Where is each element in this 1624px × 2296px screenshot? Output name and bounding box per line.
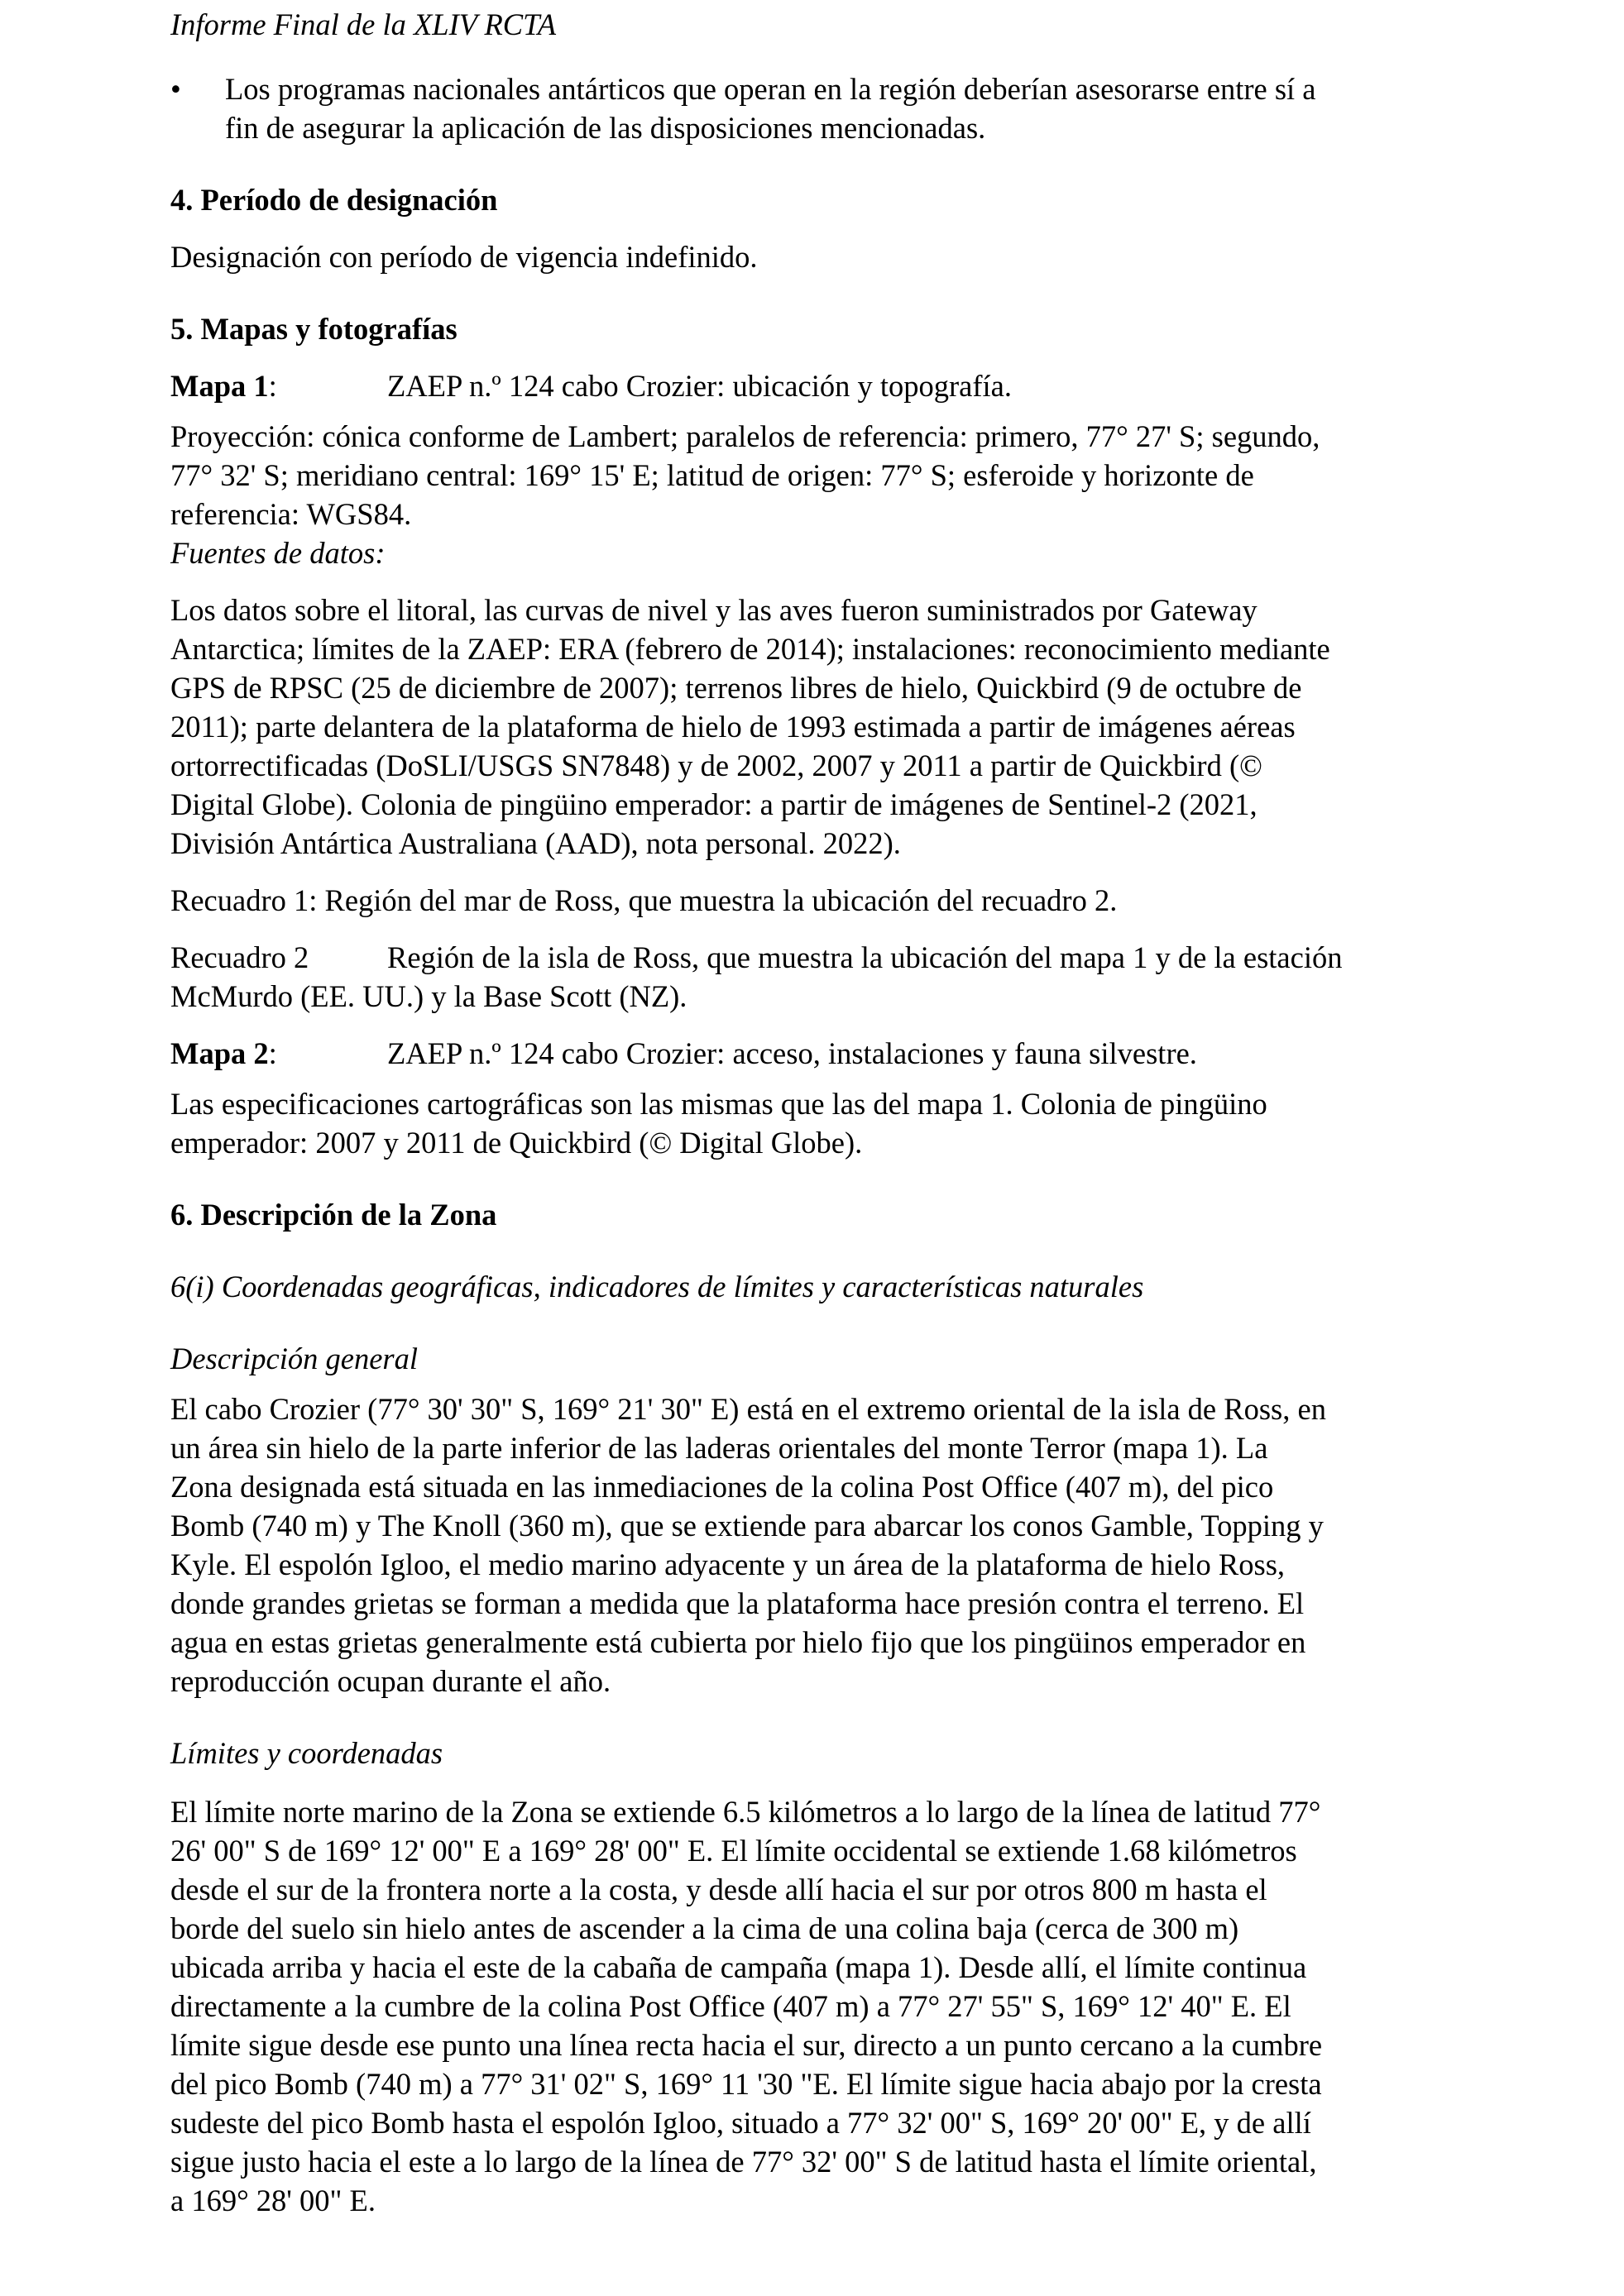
section-6-heading: 6. Descripción de la Zona: [170, 1198, 497, 1232]
text-line: emperador: 2007 y 2011 de Quickbird (© Digital Globe).: [170, 1126, 863, 1160]
inset-2-text: Región de la isla de Ross, que muestra la ubicación del mapa 1 y de la estación: [387, 940, 1343, 974]
text-line: Las especificaciones cartográficas son las mismas que las del mapa 1. Colonia de pingüino: [170, 1087, 1267, 1121]
text-line: un área sin hielo de la parte inferior de las laderas orientales del monte Terror (mapa 1). La: [170, 1431, 1268, 1465]
projection-paragraph: [170, 417, 1454, 533]
text-line: sigue justo hacia el este a lo largo de la línea de 77° 32' 00" S de latitud hasta el límite oriental,: [170, 2145, 1317, 2179]
text-line: 2011); parte delantera de la plataforma de hielo de 1993 estimada a partir de imágenes aéreas: [170, 710, 1296, 744]
general-description-heading: Descripción general: [170, 1342, 419, 1375]
limits-heading: Límites y coordenadas: [170, 1736, 443, 1770]
text-line: El cabo Crozier (77° 30' 30" S, 169° 21' 30" E) está en el extremo oriental de la isla de Ross, en: [170, 1392, 1326, 1426]
text-line: Bomb (740 m) y The Knoll (360 m), que se extiende para abarcar los conos Gamble, Topping y: [170, 1509, 1324, 1543]
limits-paragraph: [170, 1792, 1454, 2220]
map-1-title: ZAEP n.º 124 cabo Crozier: ubicación y topografía.: [387, 369, 1012, 403]
inset-2-caption: [170, 938, 1454, 1016]
text-line: División Antártica Australiana (AAD), nota personal. 2022).: [170, 826, 901, 860]
text-line: directamente a la cumbre de la colina Post Office (407 m) a 77° 27' 55" S, 169° 12' 40" E. El: [170, 1989, 1291, 2023]
text-line: Proyección: cónica conforme de Lambert; paralelos de referencia: primero, 77° 27' S; segundo,: [170, 419, 1320, 453]
map-2-colon: :: [268, 1036, 277, 1070]
inset-2-text-cont: McMurdo (EE. UU.) y la Base Scott (NZ).: [170, 979, 687, 1013]
text-line: GPS de RPSC (25 de diciembre de 2007); terrenos libres de hielo, Quickbird (9 de octubre de: [170, 671, 1302, 705]
text-line: referencia: WGS84.: [170, 497, 412, 531]
bullet-item: [170, 69, 1454, 147]
map-1-caption: [170, 366, 1454, 405]
text-line: Digital Globe). Colonia de pingüino emperador: a partir de imágenes de Sentinel-2 (2021,: [170, 787, 1258, 821]
text-line: Los datos sobre el litoral, las curvas de nivel y las aves fueron suministrados por Gateway: [170, 593, 1258, 627]
text-line: 26' 00" S de 169° 12' 00" E a 169° 28' 00" E. El límite occidental se extiende 1.68 kilómetros: [170, 1834, 1297, 1868]
map-2-label: Mapa 2: [170, 1036, 269, 1070]
map-2-specs-paragraph: [170, 1084, 1454, 1162]
general-description-paragraph: [170, 1390, 1454, 1700]
text-line: a 169° 28' 00" E.: [170, 2184, 376, 2217]
bullet-line: fin de asegurar la aplicación de las disposiciones mencionadas.: [225, 111, 986, 145]
map-2-title: ZAEP n.º 124 cabo Crozier: acceso, instalaciones y fauna silvestre.: [387, 1036, 1197, 1070]
text-line: desde el sur de la frontera norte a la costa, y desde allí hacia el sur por otros 800 m hasta el: [170, 1873, 1267, 1906]
text-line: borde del suelo sin hielo antes de ascender a la cima de una colina baja (cerca de 300 m): [170, 1911, 1239, 1945]
map-1-label: Mapa 1: [170, 369, 269, 403]
text-line: ubicada arriba y hacia el este de la cabaña de campaña (mapa 1). Desde allí, el límite continua: [170, 1950, 1307, 1984]
text-line: Antarctica; límites de la ZAEP: ERA (febrero de 2014); instalaciones: reconocimiento mediante: [170, 632, 1330, 666]
text-line: Zona designada está situada en las inmediaciones de la colina Post Office (407 m), del pico: [170, 1470, 1274, 1504]
text-line: límite sigue desde ese punto una línea recta hacia el sur, directo a un punto cercano a la cumbre: [170, 2028, 1323, 2062]
text-line: ortorrectificadas (DoSLI/USGS SN7848) y de 2002, 2007 y 2011 a partir de Quickbird (©: [170, 749, 1262, 782]
text-line: 77° 32' S; meridiano central: 169° 15' E; latitud de origen: 77° S; esferoide y horizonte de: [170, 458, 1254, 492]
sources-paragraph: [170, 591, 1454, 863]
bullet-symbol: •: [170, 72, 181, 106]
map-2-caption: [170, 1034, 1454, 1073]
bullet-line: Los programas nacionales antárticos que operan en la región deberían asesorarse entre sí a: [225, 72, 1316, 106]
inset-1-caption: Recuadro 1: Región del mar de Ross, que muestra la ubicación del recuadro 2.: [170, 883, 1118, 917]
text-line: donde grandes grietas se forman a medida que la plataforma hace presión contra el terreno. El: [170, 1586, 1305, 1620]
text-line: agua en estas grietas generalmente está cubierta por hielo fijo que los pingüinos emperador en: [170, 1625, 1306, 1659]
running-title: Informe Final de la XLIV RCTA: [170, 7, 557, 41]
section-6i-subheading: 6(i) Coordenadas geográficas, indicadores de límites y características naturales: [170, 1270, 1144, 1303]
text-line: Kyle. El espolón Igloo, el medio marino adyacente y un área de la plataforma de hielo Ross,: [170, 1547, 1286, 1581]
map-1-colon: :: [268, 369, 277, 403]
text-line: del pico Bomb (740 m) a 77° 31' 02" S, 169° 11 '30 "E. El límite sigue hacia abajo por la cresta: [170, 2067, 1322, 2101]
inset-2-label: Recuadro 2: [170, 940, 309, 974]
text-line: reproducción ocupan durante el año.: [170, 1664, 611, 1698]
sources-heading: Fuentes de datos:: [170, 536, 386, 570]
text-line: sudeste del pico Bomb hasta el espolón Igloo, situado a 77° 32' 00" S, 169° 20' 00" E, y de allí: [170, 2106, 1311, 2140]
section-5-heading: 5. Mapas y fotografías: [170, 312, 457, 346]
section-4-heading: 4. Período de designación: [170, 183, 498, 217]
section-4-text: Designación con período de vigencia indefinido.: [170, 240, 758, 274]
text-line: El límite norte marino de la Zona se extiende 6.5 kilómetros a lo largo de la línea de latitud 77°: [170, 1795, 1321, 1829]
